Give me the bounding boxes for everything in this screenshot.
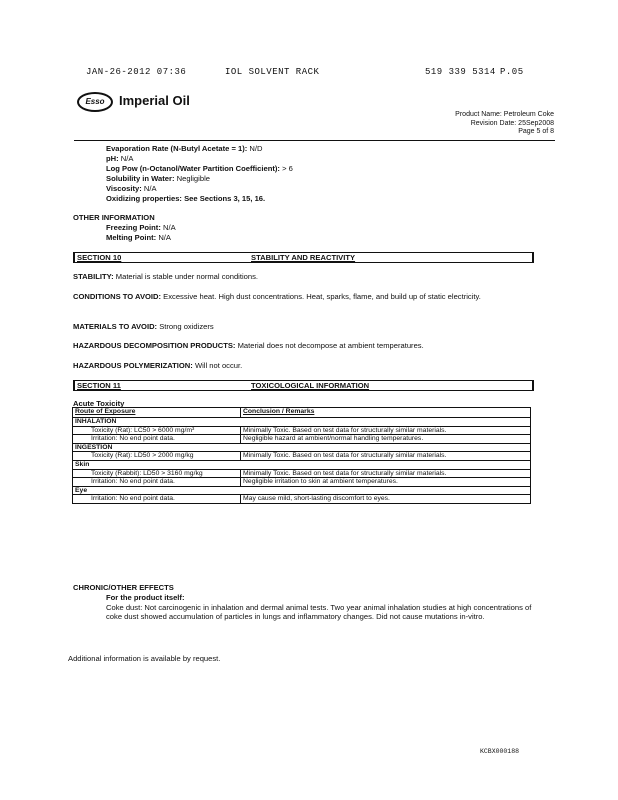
table-row (73, 426, 531, 435)
column-header-route: Route of Exposure (73, 408, 241, 418)
route-cell: Toxicity (Rat): LC50 > 6000 mg/m³ (91, 426, 195, 434)
property-oxidizing: Oxidizing properties: See Sections 3, 15, 16. (106, 194, 266, 203)
chronic-heading: CHRONIC/OTHER EFFECTS (73, 583, 174, 592)
property-viscosity: Viscosity: N/A (106, 184, 157, 193)
route-cell: Irritation: No end point data. (91, 435, 175, 443)
remark-cell: Minimally Toxic. Based on test data for structurally similar materials. (241, 469, 531, 478)
company-name: Imperial Oil (119, 93, 190, 108)
group-inhalation: INHALATION (73, 418, 531, 427)
remark-cell: Minimally Toxic. Based on test data for structurally similar materials. (241, 452, 531, 461)
chronic-subheading: For the product itself: (106, 593, 185, 602)
remark-cell: May cause mild, short-lasting discomfort to eyes. (241, 495, 531, 504)
table-row (73, 495, 531, 504)
chronic-text: Coke dust: Not carcinogenic in inhalation and dermal animal tests. Two year animal inhalation studies at high concentrations of coke dust showed accumulation of particles in lungs and inflammatory changes. Did not cause mutations in-vitro. (106, 603, 532, 621)
stability-statement: STABILITY: Material is stable under normal conditions. (73, 272, 259, 281)
table-row (73, 452, 531, 461)
esso-logo-icon: Esso (77, 92, 113, 112)
property-evaporation: Evaporation Rate (N-Butyl Acetate = 1): N/D (106, 144, 263, 153)
column-header-remarks: Conclusion / Remarks (241, 408, 531, 418)
melting-point: Melting Point: N/A (106, 233, 171, 242)
materials-to-avoid: MATERIALS TO AVOID: Strong oxidizers (73, 322, 214, 331)
table-header-row (73, 408, 531, 418)
revision-date: Revision Date: 25Sep2008 (470, 119, 554, 127)
toxicity-table (72, 407, 531, 504)
additional-info: Additional information is available by request. (68, 654, 221, 663)
remark-cell: Negligible irritation to skin at ambient temperatures. (241, 478, 531, 487)
table-group-row (73, 418, 531, 427)
section-11-number: SECTION 11 (77, 381, 121, 390)
section-10-number: SECTION 10 (77, 253, 122, 262)
section-10-header (73, 252, 534, 263)
fax-phone: 519 339 5314 (425, 67, 496, 77)
table-row (73, 435, 531, 444)
product-info (455, 111, 554, 137)
freezing-point: Freezing Point: N/A (106, 223, 176, 232)
header-divider (74, 140, 555, 141)
table-row (73, 478, 531, 487)
other-info-heading: OTHER INFORMATION (73, 213, 155, 222)
group-ingestion: INGESTION (73, 443, 531, 452)
route-cell: Irritation: No end point data. (91, 478, 175, 486)
route-cell: Irritation: No end point data. (91, 495, 175, 503)
page-number: Page 5 of 8 (518, 128, 554, 135)
fax-page: P.05 (500, 67, 524, 77)
table-group-row (73, 486, 531, 495)
conditions-to-avoid: CONDITIONS TO AVOID: Excessive heat. High dust concentrations. Heat, sparks, flame, and build up of static electricity. (73, 292, 481, 301)
fax-datetime: JAN-26-2012 07:36 (86, 67, 187, 77)
table-row (73, 469, 531, 478)
remark-cell: Minimally Toxic. Based on test data for structurally similar materials. (241, 426, 531, 435)
table-group-row (73, 460, 531, 469)
property-solubility: Solubility in Water: Negligible (106, 174, 210, 183)
section-11-header (73, 380, 534, 391)
section-10-title: STABILITY AND REACTIVITY (251, 253, 356, 262)
hazardous-polymerization: HAZARDOUS POLYMERIZATION: Will not occur. (73, 361, 243, 370)
property-ph: pH: N/A (106, 154, 134, 163)
group-eye: Eye (73, 486, 531, 495)
hazardous-decomposition: HAZARDOUS DECOMPOSITION PRODUCTS: Material does not decompose at ambient temperatures. (73, 341, 424, 350)
route-cell: Toxicity (Rabbit): LD50 > 3160 mg/kg (91, 469, 203, 477)
fax-sender: IOL SOLVENT RACK (225, 67, 320, 77)
route-cell: Toxicity (Rat): LD50 > 2000 mg/kg (91, 452, 194, 460)
acute-toxicity-heading: Acute Toxicity (73, 399, 125, 408)
table-group-row (73, 443, 531, 452)
document-id: KCBX000188 (480, 748, 520, 755)
group-skin: Skin (73, 460, 531, 469)
property-log-pow: Log Pow (n-Octanol/Water Partition Coefficient): > 6 (106, 164, 293, 173)
section-11-title: TOXICOLOGICAL INFORMATION (251, 381, 370, 390)
product-name: Product Name: Petroleum Coke (455, 111, 554, 118)
remark-cell: Negligible hazard at ambient/normal handling temperatures. (241, 435, 531, 444)
